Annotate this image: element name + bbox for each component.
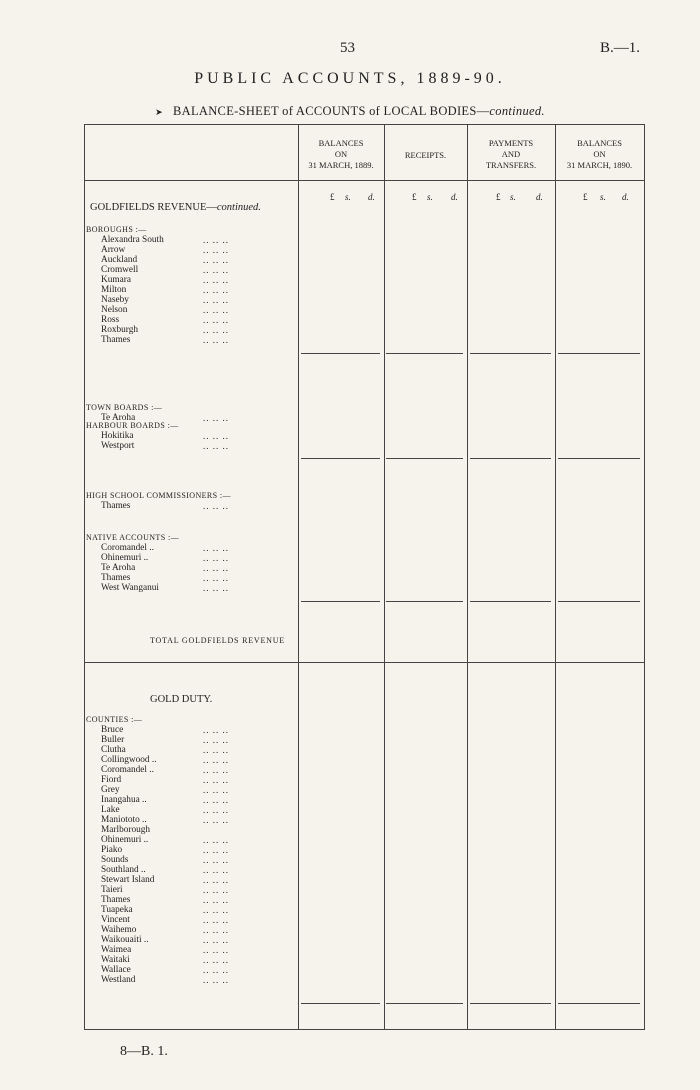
- section-heading: [90, 203, 261, 213]
- leader-dots: .. .. ..: [203, 885, 229, 895]
- row-label: Collingwood ..: [101, 755, 157, 765]
- row-label: Naseby: [101, 295, 129, 305]
- leader-dots: .. .. ..: [203, 895, 229, 905]
- row-label: Waikouaiti ..: [101, 935, 149, 945]
- row-label: Thames: [101, 335, 131, 345]
- row-label: Piako: [101, 845, 123, 855]
- row-label: Westland: [101, 975, 136, 985]
- unit-header: d.: [368, 192, 375, 202]
- unit-header: £: [412, 192, 417, 202]
- page-title: PUBLIC ACCOUNTS, 1889-90.: [194, 70, 506, 87]
- row-label: Waimea: [101, 945, 132, 955]
- page-subtitle: [0, 104, 700, 119]
- row-label: Lake: [101, 805, 120, 815]
- unit-header: s.: [345, 192, 351, 202]
- leader-dots: .. .. ..: [203, 573, 229, 583]
- row-label: Grey: [101, 785, 120, 795]
- group-heading: NATIVE ACCOUNTS :—: [86, 533, 179, 542]
- page-footer: 8—B. 1.: [120, 1044, 168, 1059]
- table-top-rule: [84, 124, 645, 125]
- row-label: Ohinemuri ..: [101, 835, 149, 845]
- row-label: Hokitika: [101, 431, 134, 441]
- row-label: Cromwell: [101, 265, 139, 275]
- leader-dots: .. .. ..: [203, 955, 229, 965]
- row-label: Thames: [101, 895, 131, 905]
- group-heading: TOWN BOARDS :—: [86, 403, 163, 412]
- row-label: Clutha: [101, 745, 126, 755]
- leader-dots: .. .. ..: [203, 315, 229, 325]
- unit-header: £: [330, 192, 335, 202]
- table-vertical-rule-0: [84, 124, 85, 1029]
- row-label: Kumara: [101, 275, 131, 285]
- leader-dots: .. .. ..: [203, 325, 229, 335]
- row-label: Roxburgh: [101, 325, 139, 335]
- row-label: Taieri: [101, 885, 123, 895]
- column-header-line: AND: [501, 149, 521, 159]
- column-header-bal1: [298, 138, 384, 171]
- row-label: Buller: [101, 735, 125, 745]
- subtotal-rule: [386, 1003, 463, 1004]
- leader-dots: .. .. ..: [203, 295, 229, 305]
- subtotal-rule: [386, 353, 463, 354]
- table-bottom-rule: [84, 1029, 645, 1030]
- row-label: Maniototo ..: [101, 815, 147, 825]
- group-heading: HARBOUR BOARDS :—: [86, 421, 179, 430]
- group-heading: HIGH SCHOOL COMMISSIONERS :—: [86, 491, 231, 500]
- subtotal-rule: [301, 458, 380, 459]
- grand-total-label: TOTAL GOLDFIELDS REVENUE: [150, 636, 285, 645]
- row-label: Wallace: [101, 965, 131, 975]
- leader-dots: .. .. ..: [203, 583, 229, 593]
- row-label: Coromandel ..: [101, 543, 154, 553]
- table-vertical-rule-2: [384, 124, 385, 1029]
- subtotal-rule: [558, 458, 640, 459]
- group-heading: COUNTIES :—: [86, 715, 143, 724]
- leader-dots: .. .. ..: [203, 755, 229, 765]
- leader-dots: .. .. ..: [203, 501, 229, 511]
- row-label: Alexandra South: [101, 235, 164, 245]
- row-label: Ross: [101, 315, 120, 325]
- table-header-rule: [84, 180, 645, 181]
- leader-dots: .. .. ..: [203, 285, 229, 295]
- table-vertical-rule-5: [644, 124, 645, 1029]
- unit-header: d.: [622, 192, 629, 202]
- leader-dots: .. .. ..: [203, 235, 229, 245]
- leader-dots: .. .. ..: [203, 775, 229, 785]
- row-label: Thames: [101, 501, 131, 511]
- leader-dots: .. .. ..: [203, 255, 229, 265]
- leader-dots: .. .. ..: [203, 431, 229, 441]
- leader-dots: .. .. ..: [203, 441, 229, 451]
- row-label: Westport: [101, 441, 135, 451]
- subtotal-rule: [470, 601, 551, 602]
- subtotal-rule: [558, 601, 640, 602]
- subtitle-text: BALANCE-SHEET of ACCOUNTS of LOCAL BODIES—: [173, 104, 490, 118]
- leader-dots: .. .. ..: [203, 553, 229, 563]
- leader-dots: .. .. ..: [203, 265, 229, 275]
- group-heading: BOROUGHS :—: [86, 225, 147, 234]
- leader-dots: .. .. ..: [203, 785, 229, 795]
- row-label: Marlborough: [101, 825, 151, 835]
- unit-header: £: [583, 192, 588, 202]
- column-header-line: 31 MARCH, 1890.: [566, 160, 633, 170]
- section-heading: [150, 695, 212, 705]
- column-header-line: 31 MARCH, 1889.: [308, 160, 374, 170]
- leader-dots: .. .. ..: [203, 335, 229, 345]
- column-header-line: BALANCES: [577, 138, 622, 148]
- row-label: Southland ..: [101, 865, 146, 875]
- leader-dots: .. .. ..: [203, 413, 229, 423]
- leader-dots: .. .. ..: [203, 543, 229, 553]
- row-label: Auckland: [101, 255, 138, 265]
- row-label: Ohinemuri ..: [101, 553, 149, 563]
- leader-dots: .. .. ..: [203, 975, 229, 985]
- unit-header: d.: [536, 192, 543, 202]
- unit-header: s.: [427, 192, 433, 202]
- unit-header: £: [496, 192, 501, 202]
- row-label: Arrow: [101, 245, 126, 255]
- unit-header: d.: [451, 192, 458, 202]
- section-divider: [84, 662, 645, 663]
- column-header-line: TRANSFERS.: [485, 160, 537, 170]
- row-label: Coromandel ..: [101, 765, 154, 775]
- leader-dots: .. .. ..: [203, 563, 229, 573]
- row-label: Bruce: [101, 725, 124, 735]
- row-label: Stewart Island: [101, 875, 155, 885]
- subtotal-rule: [301, 1003, 380, 1004]
- leader-dots: .. .. ..: [203, 245, 229, 255]
- table-vertical-rule-3: [467, 124, 468, 1029]
- leader-dots: .. .. ..: [203, 925, 229, 935]
- subtotal-rule: [386, 601, 463, 602]
- row-label: Waihemo: [101, 925, 137, 935]
- column-header-bal2: [555, 138, 644, 171]
- leader-dots: .. .. ..: [203, 275, 229, 285]
- section-heading-text: GOLD DUTY.: [150, 694, 213, 705]
- leader-dots: .. .. ..: [203, 305, 229, 315]
- column-header-rec: [384, 150, 467, 161]
- column-header-pay: [467, 138, 555, 171]
- row-label: Tuapeka: [101, 905, 133, 915]
- leader-dots: .. .. ..: [203, 725, 229, 735]
- row-label: Milton: [101, 285, 127, 295]
- subtotal-rule: [470, 458, 551, 459]
- document-reference: B.—1.: [600, 40, 641, 56]
- row-label: Nelson: [101, 305, 128, 315]
- leader-dots: .. .. ..: [203, 735, 229, 745]
- page-number: 53: [340, 40, 355, 56]
- leader-dots: .. .. ..: [203, 865, 229, 875]
- unit-header: s.: [510, 192, 516, 202]
- leader-dots: .. .. ..: [203, 935, 229, 945]
- subtotal-rule: [470, 1003, 551, 1004]
- row-label: Vincent: [101, 915, 130, 925]
- leader-dots: .. .. ..: [203, 835, 229, 845]
- column-header-line: PAYMENTS: [488, 138, 534, 148]
- leader-dots: .. .. ..: [203, 945, 229, 955]
- leader-dots: .. .. ..: [203, 795, 229, 805]
- leader-dots: .. .. ..: [203, 745, 229, 755]
- leader-dots: .. .. ..: [203, 805, 229, 815]
- subtotal-rule: [301, 601, 380, 602]
- column-header-line: ON: [334, 149, 348, 159]
- leader-dots: .. .. ..: [203, 915, 229, 925]
- unit-header: s.: [600, 192, 606, 202]
- subtotal-rule: [558, 353, 640, 354]
- row-label: Thames: [101, 573, 131, 583]
- column-header-line: ON: [593, 149, 606, 159]
- section-heading-text: GOLDFIELDS REVENUE—: [90, 202, 217, 213]
- column-header-line: BALANCES: [318, 138, 364, 148]
- leader-dots: .. .. ..: [203, 845, 229, 855]
- subtotal-rule: [301, 353, 380, 354]
- leader-dots: .. .. ..: [203, 815, 229, 825]
- leader-dots: .. .. ..: [203, 855, 229, 865]
- leader-dots: .. .. ..: [203, 765, 229, 775]
- leader-dots: .. .. ..: [203, 905, 229, 915]
- row-label: Te Aroha: [101, 563, 136, 573]
- row-label: Te Aroha: [101, 413, 136, 423]
- arrow-icon: ➤: [155, 107, 163, 117]
- subtotal-rule: [470, 353, 551, 354]
- table-vertical-rule-1: [298, 124, 299, 1029]
- row-label: Fiord: [101, 775, 122, 785]
- leader-dots: .. .. ..: [203, 875, 229, 885]
- table-vertical-rule-4: [555, 124, 556, 1029]
- row-label: West Wanganui: [101, 583, 159, 593]
- column-header-line: RECEIPTS.: [404, 150, 447, 160]
- section-heading-continued: continued.: [216, 202, 261, 213]
- row-label: Waitaki: [101, 955, 130, 965]
- row-label: Inangahua ..: [101, 795, 147, 805]
- leader-dots: .. .. ..: [203, 965, 229, 975]
- subtotal-rule: [386, 458, 463, 459]
- row-label: Sounds: [101, 855, 129, 865]
- subtitle-continued: continued.: [489, 104, 545, 118]
- subtotal-rule: [558, 1003, 640, 1004]
